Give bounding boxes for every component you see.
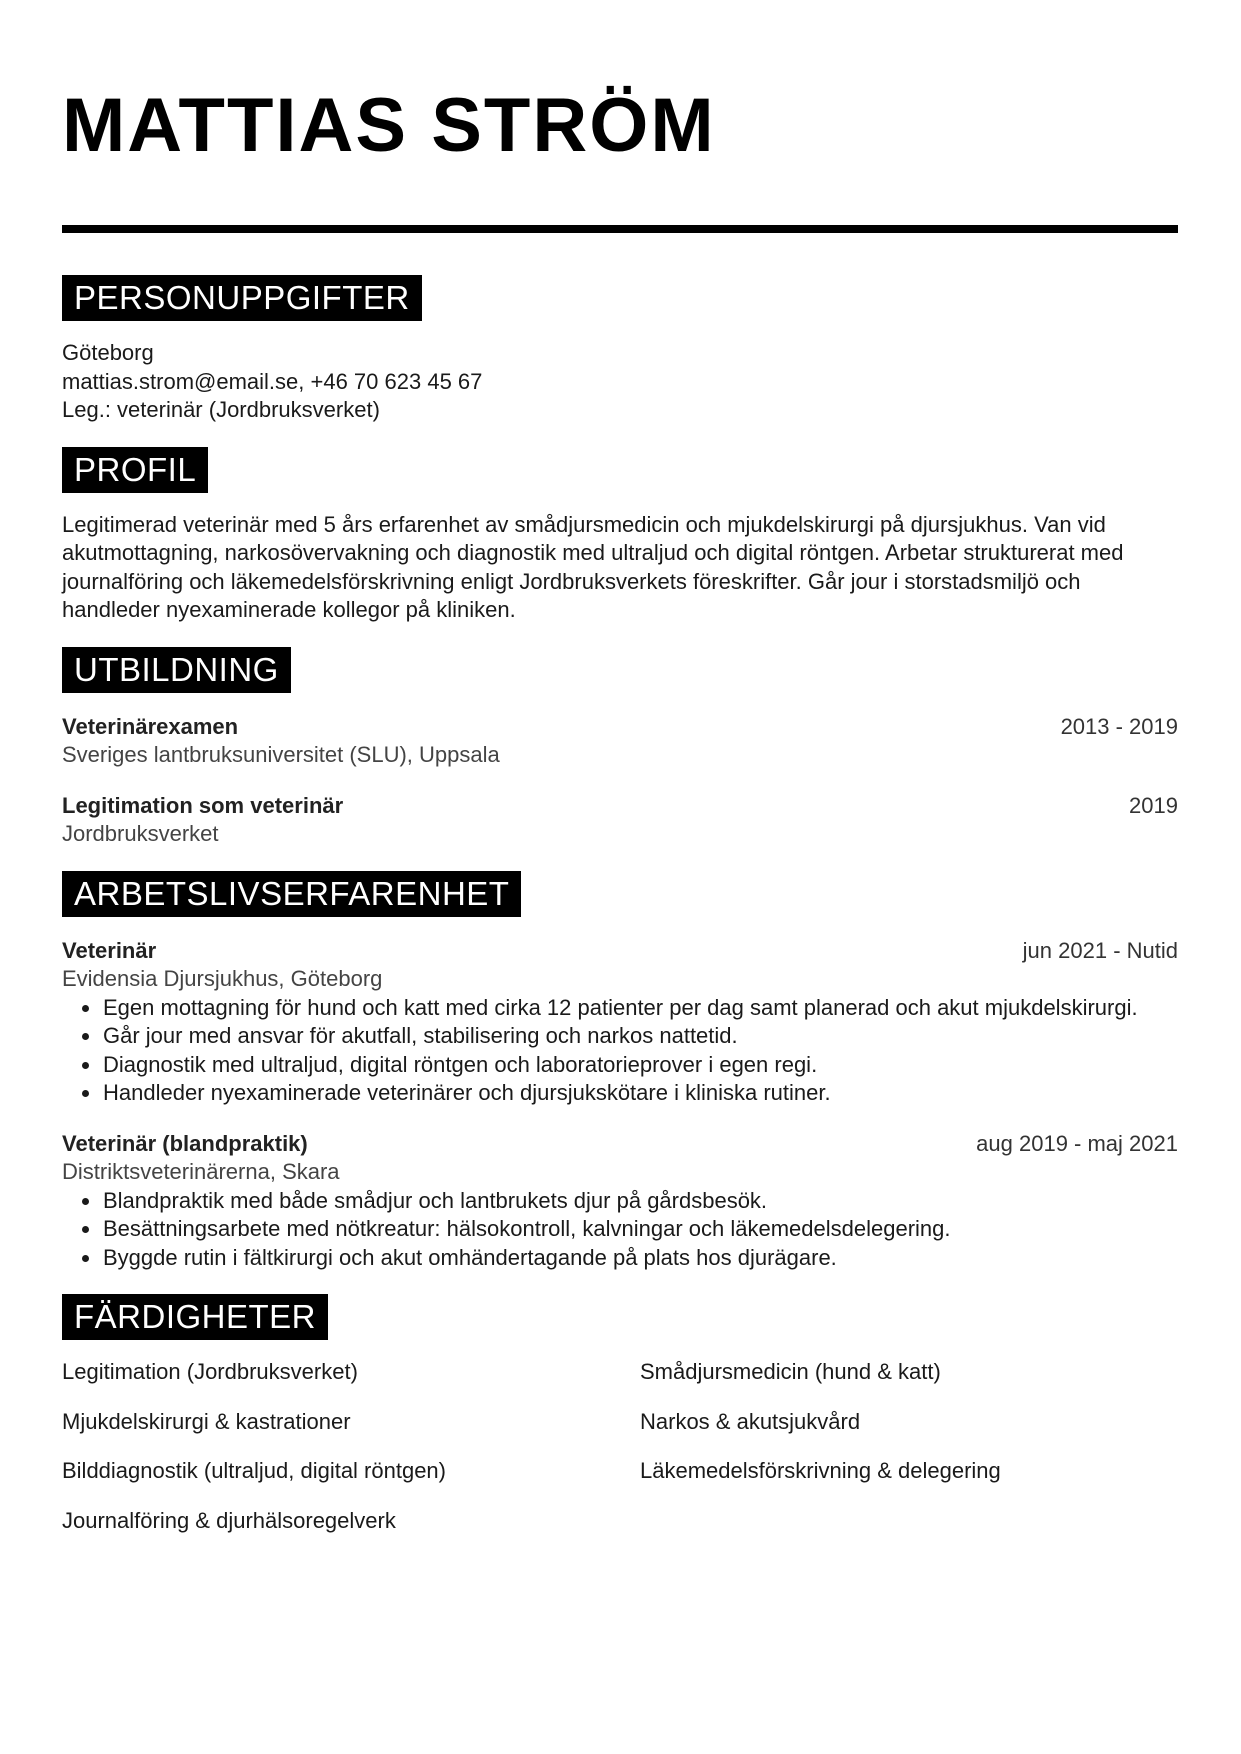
- list-item: • Diagnostik med ultraljud, digital röntgen och laboratorieprover i egen regi.: [102, 1051, 1178, 1080]
- experience-entries: [62, 937, 1178, 1273]
- profile-section: [62, 447, 1178, 625]
- skills-heading: FÄRDIGHETER: [62, 1294, 328, 1340]
- entry-date: 2013 - 2019: [1060, 713, 1178, 739]
- education-heading: UTBILDNING: [62, 647, 291, 693]
- header-divider: [62, 225, 1178, 233]
- skill-item: Mjukdelskirurgi & kastrationer: [62, 1408, 351, 1434]
- list-item: • Handleder nyexaminerade veterinärer och djursjukskötare i kliniska rutiner.: [102, 1079, 1178, 1108]
- job-date: aug 2019 - maj 2021: [976, 1130, 1178, 1156]
- list-item: • Egen mottagning för hund och katt med cirka 12 patienter per dag samt planerad och akut mjukdelskirurgi.: [102, 994, 1178, 1023]
- experience-entry: [62, 1130, 1178, 1273]
- job-bullets: [62, 994, 1178, 1108]
- employer: Evidensia Djursjukhus, Göteborg: [62, 966, 383, 991]
- entry-title: Veterinärexamen: [62, 713, 239, 739]
- personal-heading: PERSONUPPGIFTER: [62, 275, 422, 321]
- education-section: [62, 647, 1178, 849]
- skill-item: Bilddiagnostik (ultraljud, digital röntgen): [62, 1458, 446, 1483]
- skill-item: Smådjursmedicin (hund & katt): [640, 1359, 941, 1384]
- profile-text: Legitimerad veterinär med 5 års erfarenhet av smådjursmedicin och mjukdelskirurgi på djursjukhus. Van vid akutmottagning, narkosövervakning och diagnostik med ultraljud och digital röntgen. Arbetar strukturerat med journalföring och läkemedelsförskrivning enligt Jordbruksverkets föreskrifter. Går jour i storstadsmiljö och handleder nyexaminerade kollegor på kliniken.: [62, 511, 1124, 622]
- profile-heading: PROFIL: [62, 447, 208, 493]
- education-entry: [62, 792, 1178, 849]
- job-title: Veterinär (blandpraktik): [62, 1130, 308, 1156]
- entry-title: Legitimation som veterinär: [62, 792, 344, 818]
- location: Göteborg: [62, 340, 154, 365]
- experience-section: [62, 871, 1178, 1273]
- entry-institution: Sveriges lantbruksuniversitet (SLU), Uppsala: [62, 742, 500, 767]
- skill-item: Läkemedelsförskrivning & delegering: [640, 1458, 1001, 1483]
- employer: Distriktsveterinärerna, Skara: [62, 1159, 340, 1184]
- license-info: Leg.: veterinär (Jordbruksverket): [62, 397, 380, 422]
- entry-institution: Jordbruksverket: [62, 821, 219, 846]
- skill-item: Journalföring & djurhälsoregelverk: [62, 1507, 396, 1533]
- resume-content: [62, 275, 1178, 1557]
- experience-heading: ARBETSLIVSERFARENHET: [62, 871, 521, 917]
- job-date: jun 2021 - Nutid: [1022, 937, 1178, 963]
- skills-section: [62, 1294, 1178, 1535]
- list-item: • Går jour med ansvar för akutfall, stabilisering och narkos nattetid.: [102, 1022, 1178, 1051]
- personal-section: [62, 275, 1178, 425]
- education-entry: [62, 713, 1178, 770]
- education-entries: [62, 713, 1178, 849]
- personal-details: [62, 339, 1178, 425]
- skill-item: Narkos & akutsjukvård: [640, 1408, 861, 1434]
- job-title: Veterinär: [62, 937, 157, 963]
- entry-date: 2019: [1129, 792, 1178, 818]
- skill-item: Legitimation (Jordbruksverket): [62, 1359, 358, 1384]
- job-bullets: [62, 1187, 1178, 1273]
- list-item: • Blandpraktik med både smådjur och lantbrukets djur på gårdsbesök.: [102, 1187, 1178, 1216]
- list-item: • Byggde rutin i fältkirurgi och akut omhändertagande på plats hos djurägare.: [102, 1244, 1178, 1273]
- candidate-name: MATTIAS STRÖM: [62, 83, 716, 168]
- list-item: • Besättningsarbete med nötkreatur: hälsokontroll, kalvningar och läkemedelsdelegering.: [102, 1215, 1178, 1244]
- experience-entry: [62, 937, 1178, 1108]
- skills-grid: [62, 1358, 1178, 1535]
- contact-info: mattias.strom@email.se, +46 70 623 45 67: [62, 368, 483, 394]
